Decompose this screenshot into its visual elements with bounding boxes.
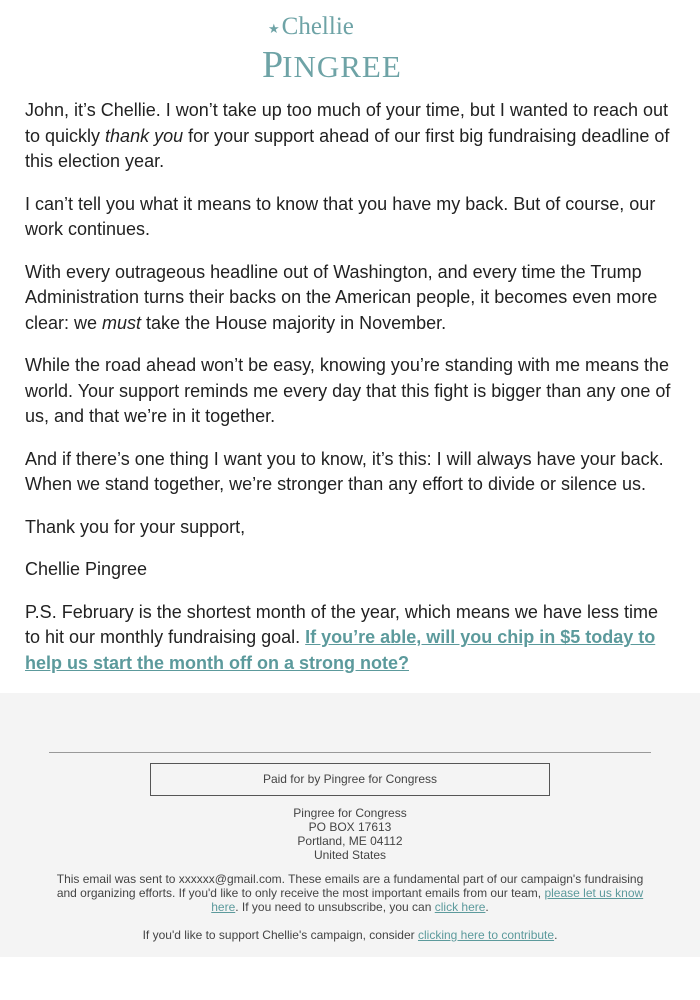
text: take the House majority in November.: [141, 312, 447, 333]
signature: Chellie Pingree: [25, 559, 148, 579]
chellie-pingree-logo: [262, 12, 442, 92]
email-body: [25, 98, 675, 693]
star-icon: ★: [268, 20, 280, 36]
support-notice: [0, 928, 700, 942]
text: If you'd like to support Chellie's campaign, consider: [142, 928, 418, 942]
text: John, it’s Chellie. I won’t take up too much of your time, but I wanted to reach out to quickly: [25, 100, 669, 146]
paragraph: [25, 98, 675, 175]
preferences-link[interactable]: please let us know here: [211, 886, 644, 914]
email-notice: [50, 872, 650, 914]
mailing-address: [0, 806, 700, 862]
closing: Thank you for your support,: [25, 516, 246, 537]
emphasis: thank you: [105, 125, 184, 146]
paragraph: And if there’s one thing I want you to know, it’s this: I will always have your back. When we stand together, we’re stronger than any effort to divide or silence us.: [25, 448, 664, 494]
divider: [49, 752, 651, 753]
paragraph: While the road ahead won’t be easy, knowing you’re standing with me means the world. Your support reminds me every day that this fight is bigger than any one of us, and that we’re in it together.: [25, 355, 671, 426]
text: for your support ahead of our first big fundraising deadline of this election year.: [25, 125, 670, 171]
contribute-link[interactable]: clicking here to contribute: [417, 928, 555, 942]
logo-last-rest: INGREE: [282, 49, 402, 84]
unsubscribe-link[interactable]: click here: [434, 900, 486, 914]
address-line: United States: [313, 848, 387, 862]
text: .: [554, 928, 558, 942]
address-line: PO BOX 17613: [308, 820, 392, 834]
footer: [0, 693, 700, 957]
address-line: Pingree for Congress: [293, 806, 407, 820]
text: .: [485, 900, 489, 914]
paragraph: I can’t tell you what it means to know that you have my back. But of course, our work continues.: [25, 193, 656, 239]
text: P.S. February is the shortest month of the year, which means we have less time to hit our monthly fundraising goal.: [25, 601, 658, 647]
emphasis: must: [102, 312, 142, 333]
paid-for-disclaimer: Paid for by Pingree for Congress: [150, 763, 550, 796]
logo-initial: P: [262, 44, 283, 86]
text: With every outrageous headline out of Washington, and every time the Trump Administration turns their backs on the American people, it becomes even more clear: we: [25, 261, 658, 333]
text: . If you need to unsubscribe, you can: [235, 900, 435, 914]
logo-last-name: [262, 43, 402, 87]
logo-first-line: [268, 12, 354, 41]
text: This email was sent to xxxxxx@gmail.com. These emails are a fundamental part of our campaign's fundraising and organizing efforts. If you'd like to only receive the most important emails from our team,: [56, 872, 644, 900]
donate-link[interactable]: If you’re able, will you chip in $5 today to help us start the month off on a strong note?: [25, 627, 656, 673]
address-line: Portland, ME 04112: [297, 834, 403, 848]
paragraph: [25, 260, 675, 337]
logo-first-name: Chellie: [281, 13, 354, 40]
postscript: [25, 600, 675, 677]
